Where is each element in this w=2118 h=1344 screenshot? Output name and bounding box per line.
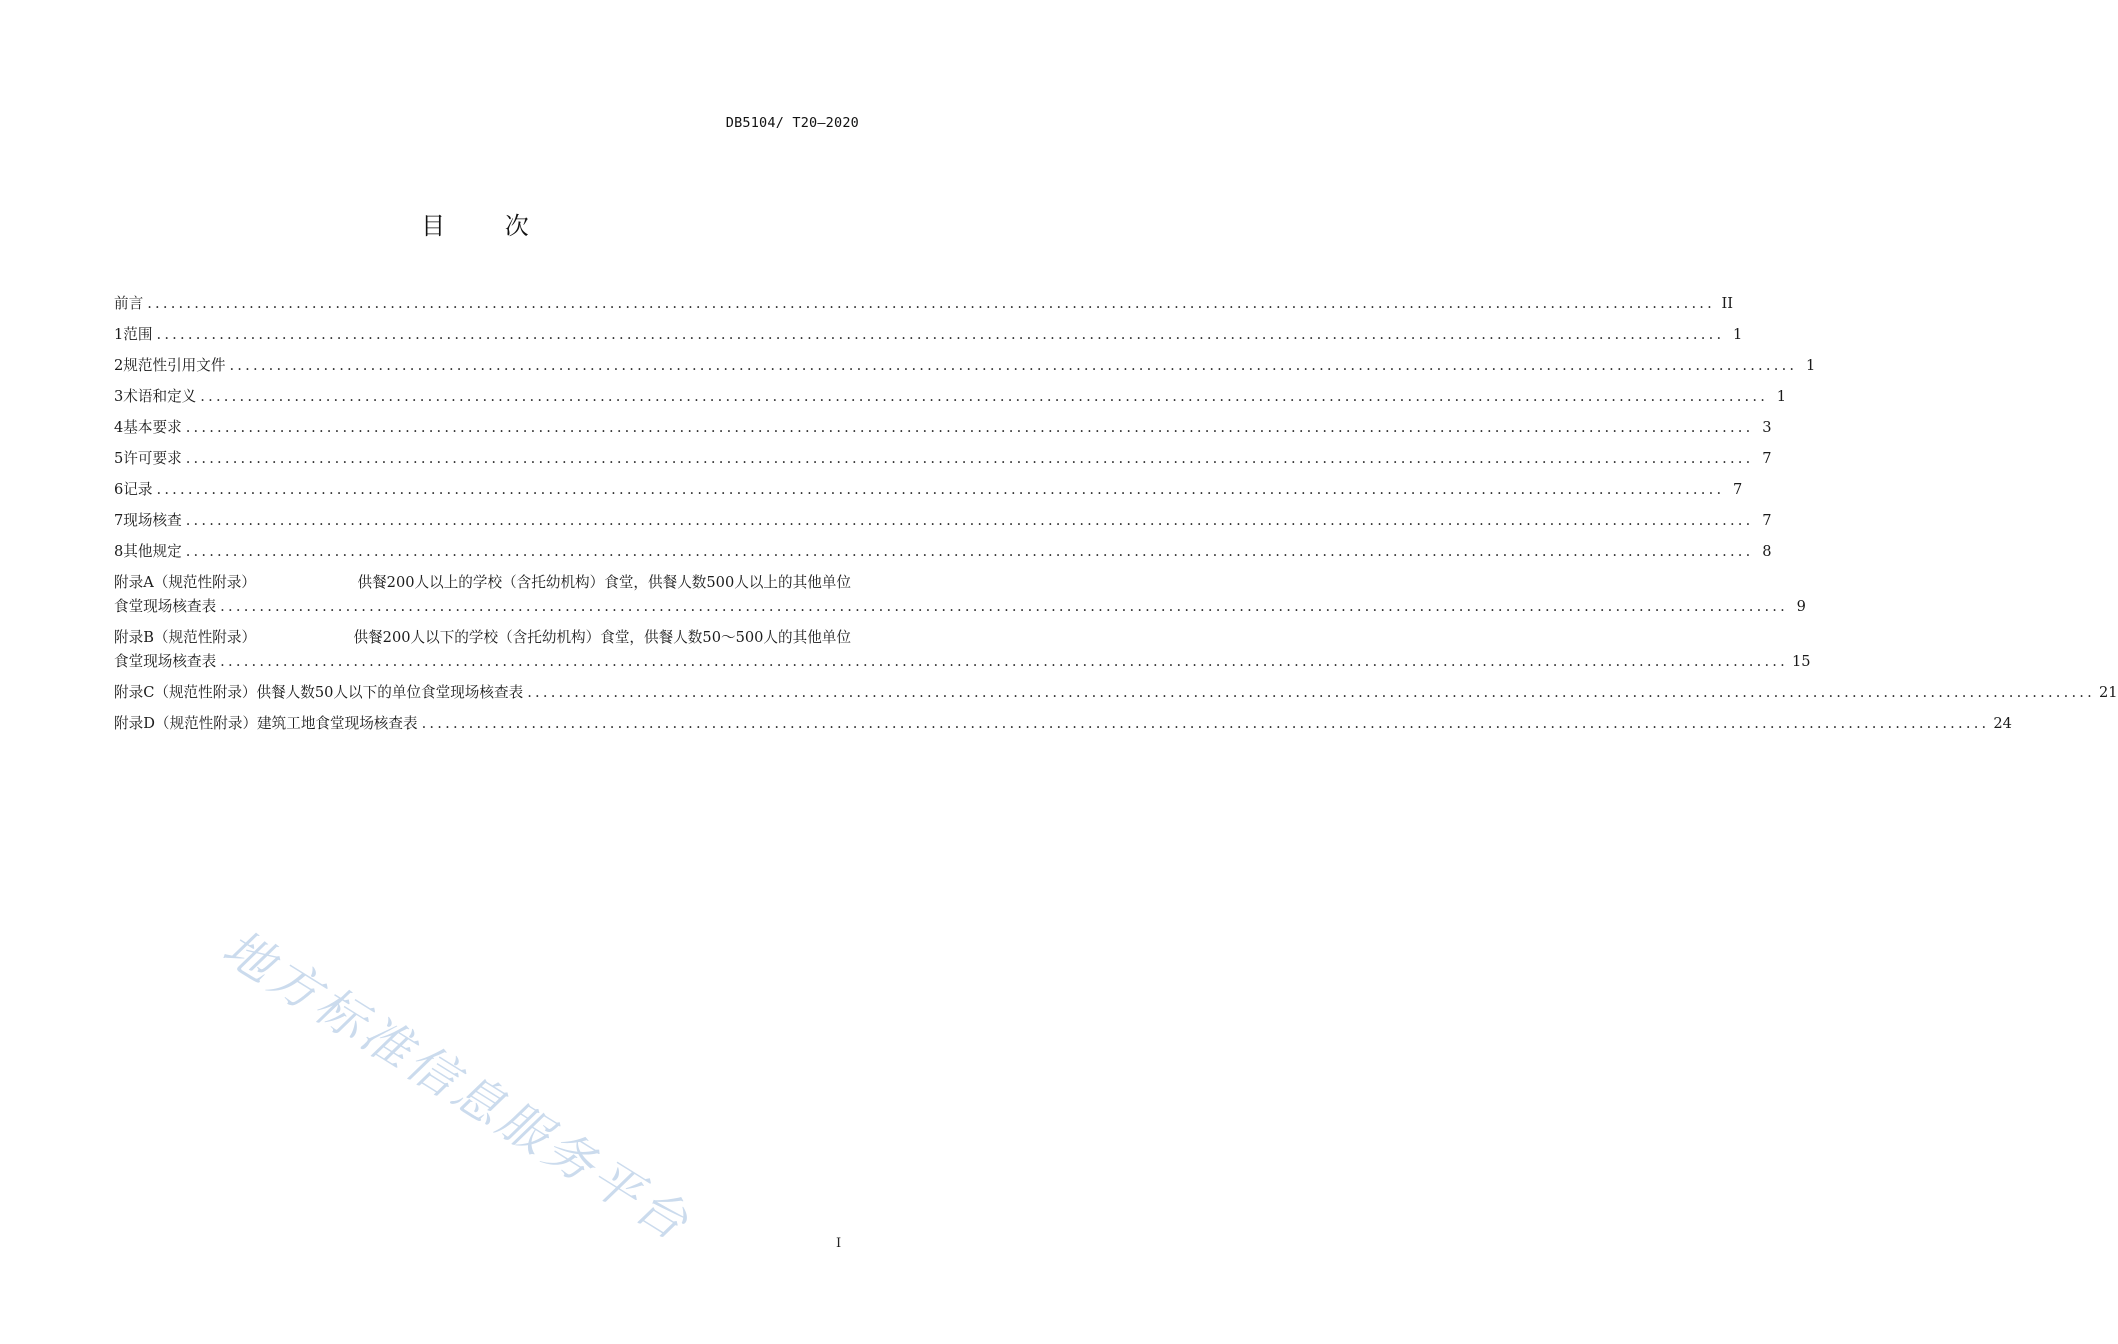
toc-entry-number: 2: [114, 357, 124, 374]
document-code: DB5104/ T20—2020: [725, 115, 859, 131]
toc-entry-page: 1: [1733, 326, 1743, 343]
toc-entry-normative-references[interactable]: [114, 350, 1816, 381]
toc-entry-terms-definitions[interactable]: [114, 381, 1787, 412]
toc-leader-dots: ........................................................................................................................................................................................................: [185, 419, 1754, 436]
toc-entry-label: 现场核查: [123, 512, 182, 529]
toc-entry-license-requirements[interactable]: [114, 443, 1772, 474]
toc-entry-page: II: [1721, 295, 1733, 312]
appendix-title-line1: 供餐200人以下的学校（含托幼机构）食堂，供餐人数50～500人的其他单位: [353, 629, 851, 646]
toc-leader-dots: ........................................................................................................................................................................................................: [185, 512, 1754, 529]
toc-entry-page: 9: [1796, 598, 1806, 615]
toc-entry-label: 范围: [123, 326, 153, 343]
toc-leader-dots: ........................................................................................................................................................................................................: [220, 653, 1788, 670]
toc-entry-number: 5: [114, 450, 124, 467]
toc-entry-number: 1: [114, 326, 124, 343]
toc-entry-label: 记录: [123, 481, 153, 498]
toc-entry-number: 8: [114, 543, 124, 560]
toc-entry-label: 基本要求: [123, 419, 182, 436]
toc-entry-label: 许可要求: [123, 450, 182, 467]
toc-entry-onsite-inspection[interactable]: [114, 505, 1772, 536]
page-number: I: [836, 1236, 842, 1251]
toc-entry-page: 8: [1762, 543, 1772, 560]
toc-leader-dots: ........................................................................................................................................................................................................: [156, 326, 1725, 343]
toc-entry-label: 规范性引用文件: [123, 357, 226, 374]
toc-entry-number: 3: [114, 388, 124, 405]
toc-leader-dots: ........................................................................................................................................................................................................: [220, 598, 1788, 615]
appendix-title: 供餐人数50人以下的单位食堂现场核查表: [256, 684, 524, 701]
appendix-prefix: 附录C（规范性附录）: [114, 684, 257, 701]
toc-entry-page: 3: [1762, 419, 1772, 436]
toc-title: 目 次: [421, 212, 555, 240]
toc-leader-dots: ........................................................................................................................................................................................................: [527, 684, 2095, 701]
toc-entry-appendix-d[interactable]: [114, 708, 2012, 739]
appendix-prefix: 附录A（规范性附录）: [114, 574, 256, 591]
toc-entry-other-provisions[interactable]: [114, 536, 1772, 567]
toc-entry-appendix-a[interactable]: [114, 567, 1806, 622]
toc-entry-page: 21: [2098, 684, 2118, 701]
appendix-prefix: 附录B（规范性附录）: [114, 629, 257, 646]
toc-entry-label: 前言: [114, 295, 144, 312]
toc-entry-page: 7: [1733, 481, 1743, 498]
table-of-contents: [114, 288, 2118, 739]
toc-leader-dots: ........................................................................................................................................................................................................: [185, 450, 1754, 467]
toc-entry-number: 4: [114, 419, 124, 436]
toc-entry-page: 1: [1776, 388, 1787, 405]
appendix-title-line2: 食堂现场核查表: [114, 653, 217, 670]
toc-entry-page: 15: [1791, 653, 1811, 670]
toc-entry-number: 7: [114, 512, 124, 529]
appendix-title: 建筑工地食堂现场核查表: [257, 715, 418, 732]
toc-leader-dots: ........................................................................................................................................................................................................: [421, 715, 1990, 732]
toc-entry-foreword[interactable]: [114, 288, 1733, 319]
toc-entry-appendix-c[interactable]: [114, 677, 2118, 708]
toc-leader-dots: ........................................................................................................................................................................................................: [200, 388, 1769, 405]
toc-entry-label: 术语和定义: [123, 388, 197, 405]
toc-entry-page: 24: [1993, 715, 2012, 732]
appendix-prefix: 附录D（规范性附录）: [114, 715, 258, 732]
toc-leader-dots: ........................................................................................................................................................................................................: [229, 357, 1798, 374]
toc-entry-records[interactable]: [114, 474, 1743, 505]
toc-entry-appendix-b[interactable]: [114, 622, 1811, 677]
toc-leader-dots: ........................................................................................................................................................................................................: [147, 295, 1715, 312]
appendix-title-line2: 食堂现场核查表: [114, 598, 217, 615]
watermark: 地方标准信息服务平台: [213, 918, 702, 1254]
toc-entry-page: 1: [1805, 357, 1816, 374]
toc-leader-dots: ........................................................................................................................................................................................................: [185, 543, 1754, 560]
toc-entry-page: 7: [1762, 450, 1772, 467]
toc-entry-basic-requirements[interactable]: [114, 412, 1772, 443]
toc-entry-page: 7: [1762, 512, 1772, 529]
toc-entry-label: 其他规定: [123, 543, 182, 560]
toc-entry-scope[interactable]: [114, 319, 1743, 350]
toc-entry-number: 6: [114, 481, 124, 498]
appendix-title-line1: 供餐200人以上的学校（含托幼机构）食堂，供餐人数500人以上的其他单位: [357, 574, 851, 591]
toc-leader-dots: ........................................................................................................................................................................................................: [156, 481, 1725, 498]
